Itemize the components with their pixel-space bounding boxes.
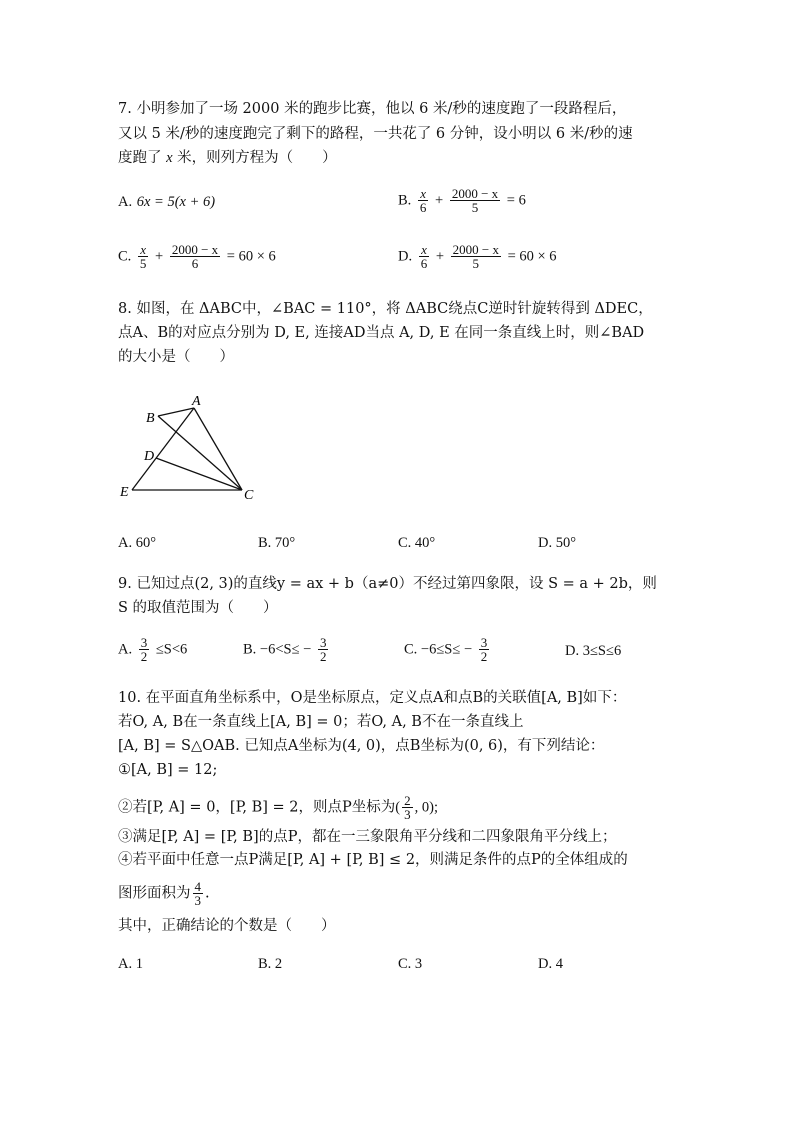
q9-text-line1: 9. 已知过点(2, 3)的直线y = ax + b（a≠0）不经过第四象限，设 S = a + 2b，则 xyxy=(118,576,657,592)
q10-statement-2: ②若[P, A] = 0，[P, B] = 2，则点P坐标为( $\frac{2}{3}$ , 0); xyxy=(118,793,438,822)
q10-text-line1: 10. 在平面直角坐标系中，O是坐标原点，定义点A和点B的关联值[A, B]如下： xyxy=(118,690,627,706)
q9-text-line2: S 的取值范围为（ ） xyxy=(118,600,278,616)
q8-label-a: A xyxy=(192,394,201,409)
q8-text-line1: 8. 如图，在 ΔABC中，∠BAC = 110°，将 ΔABC绕点C逆时针旋转得到 ΔDEC， xyxy=(118,301,653,317)
q8-option-d: D. 50° xyxy=(538,535,577,551)
q8-label-e: E xyxy=(120,485,129,500)
q10-statement-1: ①[A, B] = 12; xyxy=(118,762,218,778)
q7-option-a: A. 6x = 5(x + 6) xyxy=(118,194,216,210)
q7-text-line2: 又以 5 米/秒的速度跑完了剩下的路程，一共花了 6 分钟，设小明以 6 米/秒的速 xyxy=(118,126,633,142)
q8-triangle-figure xyxy=(112,390,262,505)
q9-option-d: D. 3≤S≤6 xyxy=(565,643,622,659)
q8-option-c: C. 40° xyxy=(398,535,436,551)
q10-question-ask: 其中，正确结论的个数是（ ） xyxy=(118,918,336,934)
q10-option-d: D. 4 xyxy=(538,956,563,972)
q7-option-b: B. $\frac{x}{6}$ + $\frac{2000 - x}{5}$ = 6 xyxy=(398,186,526,215)
q8-text-line3: 的大小是（ ） xyxy=(118,349,234,365)
q8-label-c: C xyxy=(244,488,254,503)
q9-option-c: C. −6≤S≤ − $\frac{3}{2}$ xyxy=(404,635,488,664)
q8-option-b: B. 70° xyxy=(258,535,296,551)
q10-option-c: C. 3 xyxy=(398,956,423,972)
q10-statement-4-cont: 图形面积为 $\frac{4}{3}$ . xyxy=(118,879,210,908)
q8-option-a: A. 60° xyxy=(118,535,157,551)
q10-text-line2: 若O, A, B在一条直线上[A, B] = 0；若O, A, B不在一条直线上 xyxy=(118,714,524,730)
q10-option-a: A. 1 xyxy=(118,956,143,972)
q9-option-b: B. −6<S≤ − $\frac{3}{2}$ xyxy=(243,635,327,664)
q8-label-d: D xyxy=(144,449,155,464)
q8-text-line2: 点A、B的对应点分别为 D, E, 连接AD当点 A, D, E 在同一条直线上时，则∠BAD xyxy=(118,325,645,341)
q9-option-a: A. $\frac{3}{2}$ ≤S<6 xyxy=(118,635,188,664)
q7-text-line1: 7. 小明参加了一场 2000 米的跑步比赛，他以 6 米/秒的速度跑了一段路程后， xyxy=(118,101,627,117)
q7-option-c: C. $\frac{x}{5}$ + $\frac{2000 - x}{6}$ = 60 × 6 xyxy=(118,242,276,271)
q10-option-b: B. 2 xyxy=(258,956,283,972)
q10-statement-4: ④若平面中任意一点P满足[P, A] + [P, B] ≤ 2，则满足条件的点P的全体组成的 xyxy=(118,852,628,868)
q10-statement-3: ③满足[P, A] = [P, B]的点P，都在一三象限角平分线和二四象限角平分线上； xyxy=(118,829,617,845)
q8-label-b: B xyxy=(146,411,155,426)
q7-option-d: D. $\frac{x}{6}$ + $\frac{2000 - x}{5}$ = 60 × 6 xyxy=(398,242,557,271)
q10-text-line3: [A, B] = S△OAB. 已知点A坐标为(4, 0)，点B坐标为(0, 6)，有下列结论： xyxy=(118,738,605,754)
q7-text-line3: 度跑了 x 米，则列方程为（ ） xyxy=(118,150,337,166)
